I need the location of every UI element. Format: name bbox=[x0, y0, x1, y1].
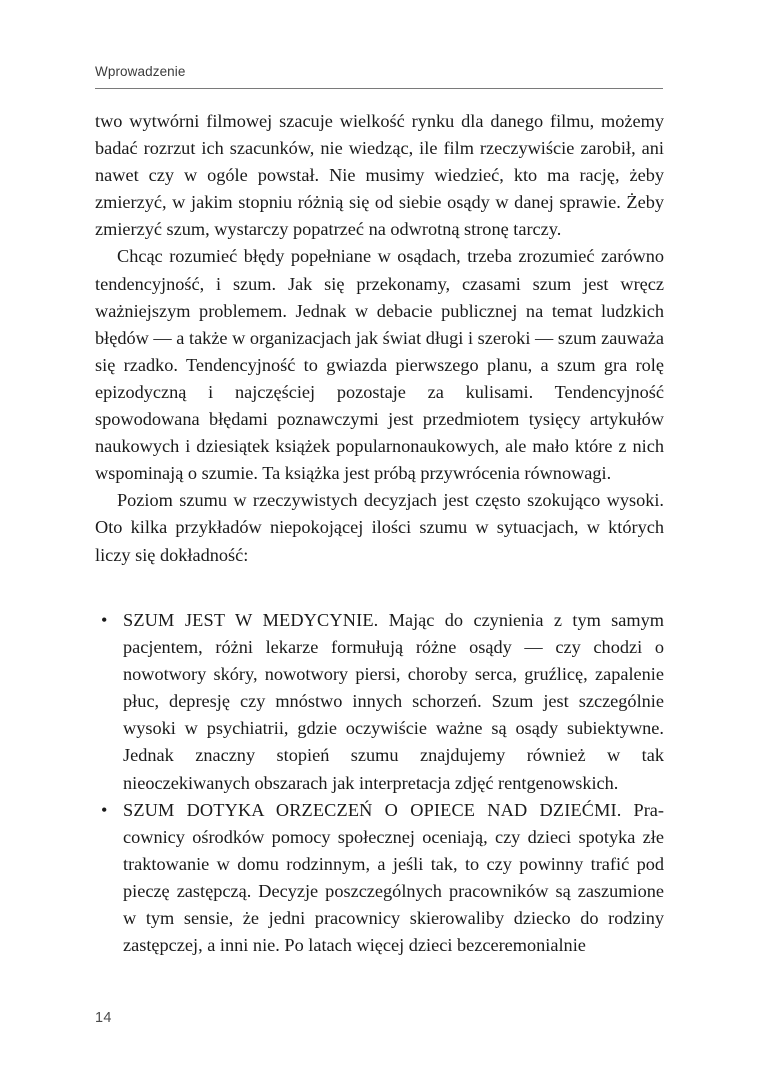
page-number: 14 bbox=[95, 1010, 112, 1026]
bullet-point-icon: • bbox=[101, 610, 108, 630]
paragraph-continued: two wytwórni filmowej szacuje wielkość rynku dla danego filmu, możemy badać rozrzut ich szacunków, nie wiedząc, ile film rzeczywiście zarobił, ani nawet czy w ogóle powstał. Nie musimy wiedzieć, kto ma rację, żeby zmierzyć, w jakim stopniu różnią się od siebie osądy w danej sprawie. Żeby zmierzyć szum, wystarczy popatrzeć na odwrotną stronę tarczy. bbox=[95, 111, 664, 240]
running-head-label: Wprowadzenie bbox=[95, 64, 186, 79]
list-item bbox=[95, 797, 664, 960]
list-item-body: Pracownicy ośrodków pomocy społecznej oceniają, czy dzieci spotyka złe traktowanie w domu rodzinnym, a jeśli tak, to czy powinny trafić pod pieczę zastępczą. Decyzje poszczególnych pracowników są zaszumione w tym sensie, że jedni pracownicy skierowaliby dziecko do rodziny zastępczej, a inni nie. Po latach więcej dzieci bezceremonialnie bbox=[123, 799, 664, 956]
list-item bbox=[95, 607, 664, 797]
bullet-point-icon: • bbox=[101, 799, 108, 820]
list-item-lead-caps: SZUM JEST W MEDYCYNIE. bbox=[123, 610, 379, 630]
running-head bbox=[95, 63, 663, 89]
paragraph-bledy-w-osadach: Chcąc rozumieć błędy popełniane w osądach, trzeba zrozumieć zarówno tendencyjność, i szum. Jak się przekonamy, czasami szum jest wręcz ważniejszym problemem. Jednak w debacie publicznej na temat ludzkich błędów — a także w organizacjach jak świat długi i szeroki — szum zauważa się rzadko. Tendencyjność to gwiazda pierwszego planu, a szum gra rolę epizodyczną i najczęściej pozostaje za kulisami. Tendencyjność spowodowana błędami poznawczymi jest przedmiotem tysięcy artykułów naukowych i dziesiątek książek popularnonaukowych, ale mało które z nich wspominają o szumie. Ta książka jest próbą przywrócenia równowagi. bbox=[95, 246, 664, 484]
header-divider-rule bbox=[95, 88, 663, 89]
body-text-block bbox=[95, 108, 664, 569]
paragraph-poziom-szumu: Poziom szumu w rzeczywistych decyzjach jest często szokująco wysoki. Oto kilka przykładów niepokojącej ilości szumu w sytuacjach, w których liczy się dokładność: bbox=[95, 490, 664, 565]
list-item-body: Mając do czynienia z tym samym pacjentem, różni lekarze formułują różne osądy — czy chodzi o nowotwory skóry, nowotwory piersi, choroby serca, gruźlicę, zapalenie płuc, depresję czy mnóstwo innych schorzeń. Szum jest szczególnie wysoki w psychiatrii, gdzie oczywiście ważne są osądy subiektywne. Jednak znaczny stopień szumu znajdujemy również w tak nieoczekiwanych obszarach jak interpretacja zdjęć rentgenowskich. bbox=[123, 610, 664, 793]
examples-bullet-list bbox=[95, 607, 664, 959]
list-item-lead-caps: SZUM DOTYKA ORZECZEŃ O OPIECE NAD DZIEĆMI. bbox=[123, 799, 622, 820]
